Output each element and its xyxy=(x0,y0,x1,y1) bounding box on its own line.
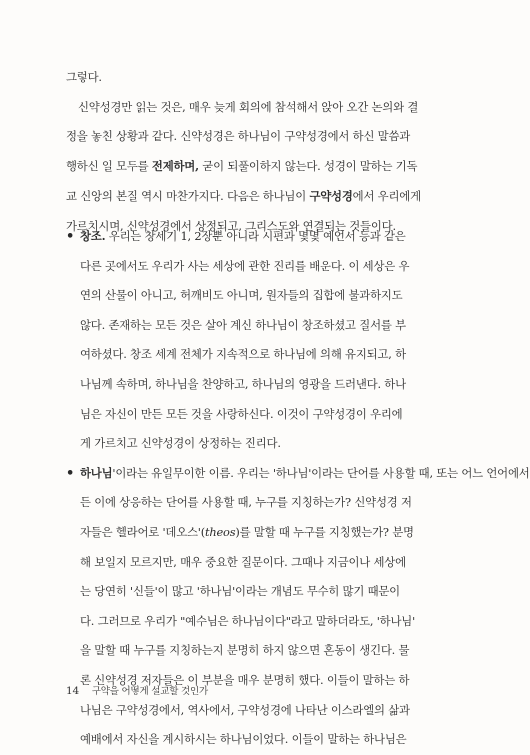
bullet-line: 다. 그러므로 우리가 "예수님은 하나님이다"라고 말하더라도, '하나님' xyxy=(80,613,415,628)
bullet-line: 게 가르치고 신약성경이 상정하는 진리다. xyxy=(80,436,281,451)
intro-paragraph xyxy=(66,63,434,241)
bullet-god xyxy=(66,459,530,755)
intro-line: 정을 놓친 상황과 같다. 신약성경은 하나님이 구약성경에서 하신 말씀과 xyxy=(66,129,411,144)
bullet-line: 는 당연히 '신들'이 많고 '하나님'이라는 개념도 무수히 많기 때문이 xyxy=(80,584,400,599)
bullet-line xyxy=(80,222,434,252)
bullet-list xyxy=(66,222,530,755)
bullet-line: 님은 자신이 만든 모든 것을 사랑하신다. 이것이 구약성경이 우리에 xyxy=(80,406,403,421)
intro-line: 교 신앙의 본질 역시 마찬가지다. 다음은 하나님이 구약성경에서 우리에게 xyxy=(66,188,421,203)
bullet-dot-icon: • xyxy=(66,229,75,244)
bullet-line: 하나님'이라는 유일무이한 이름. 우리는 '하나님'이라는 단어를 사용할 때, 또는 어느 언어에서 xyxy=(80,465,530,480)
bullet-line: 나님은 구약성경에서, 역사에서, 구약성경에 나타난 이스라엘의 삶과 xyxy=(80,702,410,717)
running-title: 구약을 어떻게 설교할 것인가 xyxy=(91,686,208,697)
intro-line: 행하신 일 모두를 전제하며, 굳이 되풀이하지 않는다. 성경이 말하는 기독 xyxy=(66,159,418,174)
intro-line: 신약성경만 읽는 것은, 매우 늦게 회의에 참석해서 앉아 오간 논의와 결 xyxy=(78,99,419,114)
bullet-line: 자들은 헬라어로 '데오스'(theos)를 말할 때 누구를 지칭했는가? 분명 xyxy=(80,524,414,539)
bullet-line: 든 이에 상응하는 단어를 사용할 때, 누구를 지칭하는가? 신약성경 저 xyxy=(80,495,412,510)
bullet-line-text: 우리는 창세기 1, 2장뿐 아니라 시편과 몇몇 예언서 등과 같은 xyxy=(105,229,406,243)
bullet-line: 나님께 속하며, 하나님을 찬양하고, 하나님의 영광을 드러낸다. 하나 xyxy=(80,376,406,391)
bullet-line: 연의 산물이 아니고, 허깨비도 아니며, 원자들의 집합에 불과하지도 xyxy=(80,288,403,303)
bullet-line: 해 보일지 모르지만, 매우 중요한 질문이다. 그때나 지금이나 세상에 xyxy=(80,554,406,569)
bullet-line: 을 말할 때 누구를 지칭하는지 분명히 하지 않으면 혼동이 생긴다. 물 xyxy=(80,643,410,658)
bullet-line: 예배에서 자신을 계시하시는 하나님이었다. 이들이 말하는 하나님은 xyxy=(80,732,407,747)
bullet-line: 다른 곳에서도 우리가 사는 세상에 관한 진리를 배운다. 이 세상은 우 xyxy=(80,258,410,273)
bullet-dot-icon: • xyxy=(66,465,75,481)
bullet-line: 론 신약성경 저자들은 이 부분을 매우 분명히 했다. 이들이 말하는 하 xyxy=(80,672,410,687)
intro-line: 가르치시며, 신약성경에서 상정되고, 그리스도와 연결되는 것들이다. xyxy=(66,218,396,233)
page-footer xyxy=(66,683,208,697)
bullet-line: 여하셨다. 창조 세계 전체가 지속적으로 하나님에 의해 유지되고, 하 xyxy=(80,347,406,362)
intro-line: 그렇다. xyxy=(66,70,102,84)
bullet-creation xyxy=(66,222,434,459)
page-number: 14 xyxy=(66,685,79,697)
bullet-line: 않다. 존재하는 모든 것은 살아 계신 하나님이 창조하셨고 질서를 부 xyxy=(80,317,406,332)
bullet-term: 창조. xyxy=(80,229,106,243)
